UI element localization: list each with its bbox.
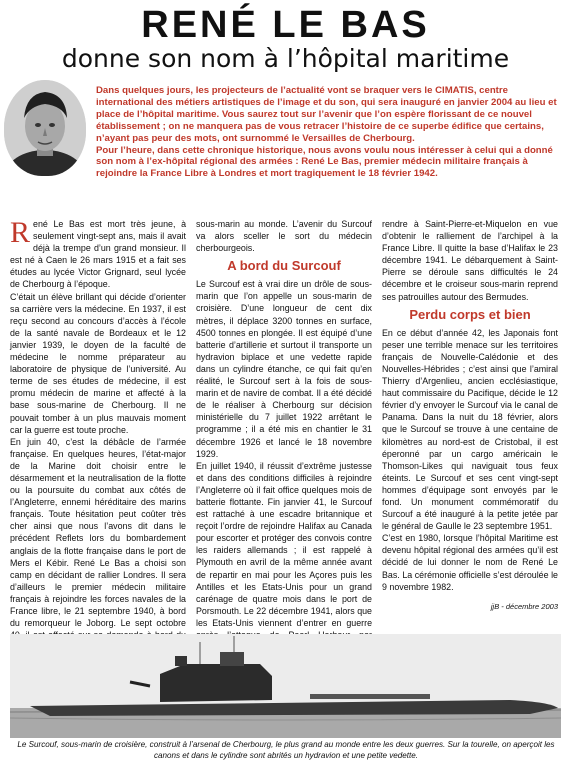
drop-cap: R <box>10 216 31 249</box>
col2-paragraph-3: En juillet 1940, il réussit d’extrême justesse et dans des conditions difficiles à rejoindre l’Angleterre où il fait office quelques mois de batterie flottante. Fin janvier 41, le Surcouf est rattaché à une escadre britannique et reçoit l’ordre de rejoindre Halifax au Canada pour escorter et protéger des convois contre les raiders allemands ; il est rappelé à Plymouth en avril de la même année avant de repartir en mai pour les Açores puis les Antilles et les Etats-Unis pour un grand carénage de quatre mois dans le port de Porsmouth. Le 22 décembre 1941, alors que les Etats-Unis viennent d’entrer en guerre <box>196 460 372 628</box>
portrait-image <box>4 80 86 176</box>
photo-caption: Le Surcouf, sous-marin de croisière, construit à l’arsenal de Cherbourg, le plus grand au monde entre les deux guerres. Sur la tourelle, on aperçoit les canons et dans le cylindre sont abrités un hydravion et une petite vedette. <box>17 740 555 760</box>
intro-paragraph-1: Dans quelques jours, les projecteurs de l’actualité vont se braquer vers le CIMATIS, centre international des métiers artistiques de l’image et du son, qui sera inauguré en janvier 2004 au lieu et place de l’hôpital maritime. Vous saurez tout sur l’avenir que l’on espère florissant de ce nouvel établissement ; on ne manquera pas de vous retracer l’histoire de ce superbe édifice que certains, n’ayant pas peur des mots, ont surnommé le Versailles de Cherbourg. <box>96 85 557 144</box>
col3-paragraph-3: C’est en 1980, lorsque l’hôpital Maritime est devenu hôpital régional des armées qu’il est décidé de lui donner le nom de René Le Bas. La cérémonie officielle s’est déroulée le 9 novembre 1982. <box>382 533 558 592</box>
portrait-photo <box>4 80 86 176</box>
page-subtitle: donne son nom à l’hôpital maritime <box>61 44 510 73</box>
col1-paragraph-1: ené Le Bas est mort très jeune, à seulement vingt-sept ans, mais il avait déjà la trempe d’un grand monsieur. Il est né à Caen le 26 mars 1915 et a fait ses études au lycée Victor Grignard, seul lycée de Cherbourg à l’époque. <box>10 219 186 290</box>
col2-paragraph-1: sous-marin au monde. L’avenir du Surcouf va alors sceller le sort du médecin cherbourgeois. <box>196 219 372 254</box>
submarine-photo <box>10 634 561 738</box>
submarine-illustration <box>10 634 561 738</box>
col2-paragraph-2: Le Surcouf est à vrai dire un drôle de sous-marin que l’on appelle un sous-marin de croisière. D’une longueur de cent dix mètres, il déplace 3200 tonnes en surface, 4500 tonnes en plongée. Il est équipé d’une batterie d’artillerie et surtout il transporte un hydravion biplace et une vedette rapide dans un cylindre étanche, ce qui fait qu’en réalité, le Surcouf sert à la fois de sous-marin et de navire de combat. Il a été décidé de le réaliser à Cherbourg sur décision ministérielle du 7 juillet 1922 arrêtant le programme ; il a été mis en chantier le 31 décembre 1926 et lancé le 18 novembre 1929. <box>196 279 372 459</box>
column-3 <box>382 218 558 613</box>
column-1 <box>10 218 186 653</box>
intro-text <box>96 85 564 180</box>
page-title: RENÉ LE BAS <box>141 4 430 46</box>
intro-paragraph-2: Pour l’heure, dans cette chronique historique, nous avons voulu nous intéresser à celui qui a donné son nom à l’ex-hôpital régional des armées : René Le Bas, premier médecin militaire français à rejoindre la France Libre à Londres et mort tragiquement le 18 février 1942. <box>96 144 553 180</box>
section-heading-surcouf: A bord du Surcouf <box>227 258 341 274</box>
section-heading-perdu: Perdu corps et bien <box>409 306 531 322</box>
signature: jjB - décembre 2003 <box>490 601 558 611</box>
col1-paragraph-3: En juin 40, c’est la débâcle de l’armée française. En quelques heures, l’état-major de la Marine doit choisir entre le désarmement et la neutralisation de la flotte ou la poursuite du combat aux côtés de l’Angleterre, ennemi héréditaire des marins français. Toute hésitation peut coûter très cher ainsi que nous l’avons dit dans le précédent Reflets lors du bombardement anglais de la flotte française dans le port de Mers el Kébir. René Le Bas a choisi son camp en décidant de rallier Londres. Il sera d’ailleurs le premier médecin militaire français à rejoindre les forces navales de la France libre, le 21 septembre 1940, à bord du remorqueur le Joborg. Le sept octobre <box>10 436 186 629</box>
column-2 <box>196 218 372 665</box>
col1-paragraph-2: C’était un élève brillant qui décide d’orienter sa carrière vers la médecine. En 1937, il est reçu second au concours d’accès à l’école de la santé navale de Bordeaux et le 12 janvier 1939, le doyen de la faculté de médecine le nomme préparateur au laboratoire de physique de l’université. Au terme de ses études de médecine, il est promu médecin de marine et affecté à la base sous-marine de Cherbourg. Il ne pouvait tomber à un plus mauvais moment car la guerre est toute proche. <box>10 291 186 435</box>
col3-paragraph-2: En ce début d’année 42, les Japonais font peser une terrible menace sur les territoires français de Nouvelle-Calédonie et des Nouvelles-Hébrides ; c’est ainsi que l’amiral Thierry d’Argenlieu, ancien ecclésiastique, haut commissaire du Pacifique, décide le 12 février d’y envoyer le Surcouf via le canal de Panama. Dans la nuit du 18 février, alors que le Surcouf se trouve à une centaine de kilomètres au nord-est de Cristobal, il est éperonné par un cargo américain le Thomson-Likes qui naviguait tous feux éteints. Le Surcouf et ses cent vingt-sept hommes d’équipage sont envoyés par le fond. Un monument commémoratif du Surcouf a été inauguré à la petite jetée par le général de Gaulle le 23 septembre 1951. <box>382 327 558 532</box>
col3-paragraph-1: rendre à Saint-Pierre-et-Miquelon en vue d’obtenir le ralliement de l’archipel à la France Libre. Il quitte la base d’Halifax le 23 décembre 1941. Le débarquement à Saint-Pierre se déroule sans difficultés le 24 décembre et le croiseur sous-marin reprend ses patrouilles autour des Bermudes. <box>382 219 558 302</box>
